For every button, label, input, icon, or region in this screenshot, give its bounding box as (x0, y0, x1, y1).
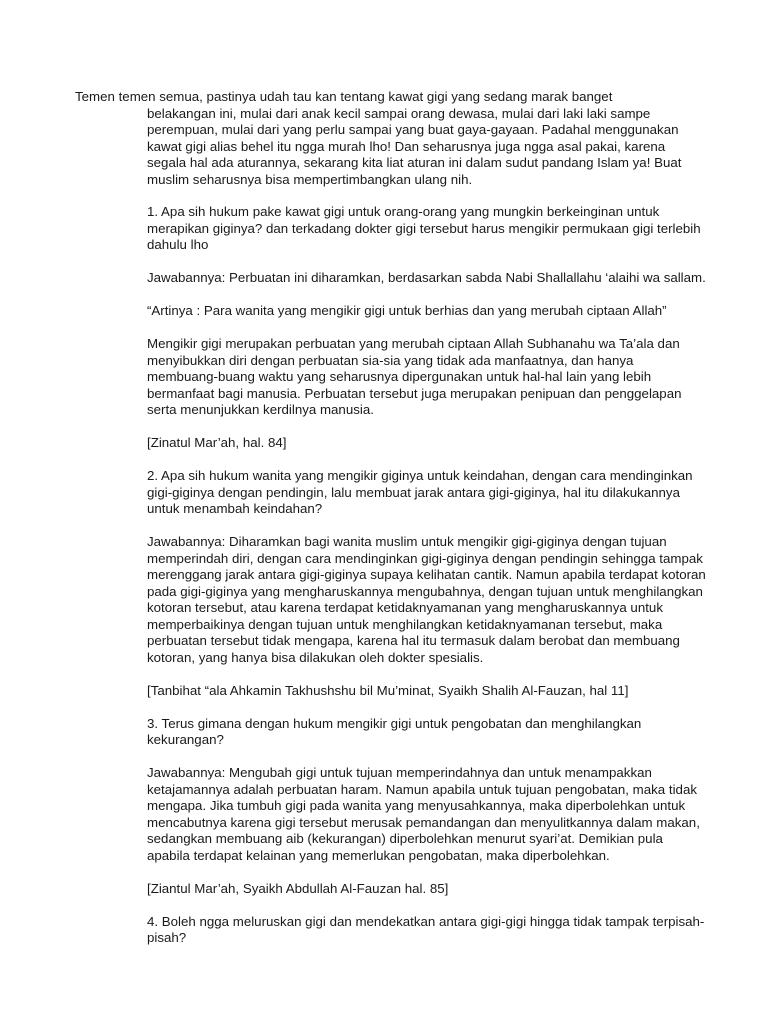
question-1: 1. Apa sih hukum pake kawat gigi untuk orang-orang yang mungkin berkeinginan untuk merapikan giginya? dan terkadang dokter gigi tersebut harus mengikir permukaan gigi terlebih dahulu lho (147, 204, 701, 252)
intro-first-line: Temen temen semua, pastinya udah tau kan tentang kawat gigi yang sedang marak banget (75, 89, 613, 104)
question-4: 4. Boleh ngga meluruskan gigi dan mendekatkan antara gigi-gigi hingga tidak tampak terpisah-pisah? (147, 913, 705, 945)
reference-3: [Ziantul Mar’ah, Syaikh Abdullah Al-Fauzan hal. 85] (147, 880, 449, 896)
answer-1-explanation: Mengikir gigi merupakan perbuatan yang merubah ciptaan Allah Subhanahu wa Ta’ala dan menyibukkan diri dengan perbuatan sia-sia yang tidak ada manfaatnya, dan hanya membuang-buang waktu yang seharusnya dipergunakan untuk hal-hal lain yang lebih bermanfaat bagi manusia. Perbuatan tersebut juga merupakan penipuan dan penggelapan serta menunjukkan kerdilnya manusia. (147, 336, 682, 417)
answer-2: Jawabannya: Diharamkan bagi wanita muslim untuk mengikir gigi-giginya dengan tujuan memperindah diri, dengan cara mendinginkan gigi-giginya dengan pendingin sehingga tampak merenggang jarak antara gigi-giginya supaya kelihatan cantik. Namun apabila terdapat kotoran pada gigi-giginya yang mengharuskannya mengubahnya, dengan tujuan untuk menghilangkan kotoran tersebut, atau karena terdapat ketidaknyamanan yang mengharuskannya untuk memperbaikinya dengan tujuan untuk menghilangkan ketidaknyamanan tersebut, maka perbuatan tersebut tidak mengapa, karena hal itu termasuk dalam berobat dan membuang kotoran, yang hanya bisa dilakukan oleh dokter spesialis. (147, 534, 706, 665)
question-2: 2. Apa sih hukum wanita yang mengikir giginya untuk keindahan, dengan cara mendinginkan gigi-giginya dengan pendingin, lalu membuat jarak antara gigi-giginya, hal itu dilakukannya untuk menambah keindahan? (147, 468, 693, 516)
answer-1: Jawabannya: Perbuatan ini diharamkan, berdasarkan sabda Nabi Shallallahu ‘alaihi wa sallam. (147, 270, 706, 285)
document-body (147, 204, 707, 963)
question-3: 3. Terus gimana dengan hukum mengikir gigi untuk pengobatan dan menghilangkan kekurangan? (147, 715, 642, 747)
intro-continuation: belakangan ini, mulai dari anak kecil sampai orang dewasa, mulai dari laki laki sampe perempuan, mulai dari yang perlu sampai yang buat gaya-gayaan. Padahal menggunakan kawat gigi alias behel itu ngga murah lho! Dan seharusnya juga ngga asal pakai, karena segala hal ada aturannya, sekarang kita liat aturan ini dalam sudut pandang Islam ya! Buat muslim seharusnya bisa mempertimbangkan ulang nih. (147, 105, 682, 187)
intro-paragraph (75, 89, 705, 188)
reference-2: [Tanbihat “ala Ahkamin Takhushshu bil Mu’minat, Syaikh Shalih Al-Fauzan, hal 11] (147, 682, 629, 698)
hadith-quote: “Artinya : Para wanita yang mengikir gigi untuk berhias dan yang merubah ciptaan Allah” (147, 303, 667, 318)
reference-1: [Zinatul Mar’ah, hal. 84] (147, 435, 287, 450)
answer-3: Jawabannya: Mengubah gigi untuk tujuan memperindahnya dan untuk menampakkan ketajamannya adalah perbuatan haram. Namun apabila untuk tujuan pengobatan, maka tidak mengapa. Jika tumbuh gigi pada wanita yang menyusahkannya, maka diperbolehkan untuk mencabutnya karena gigi tersebut merusak pemandangan dan menyulitkannya dalam makan, sedangkan membuang aib (kekurangan) diperbolehkan menurut syari’at. Demikian pula apabila terdapat kelainan yang memerlukan pengobatan, maka diperbolehkan. (147, 765, 700, 863)
